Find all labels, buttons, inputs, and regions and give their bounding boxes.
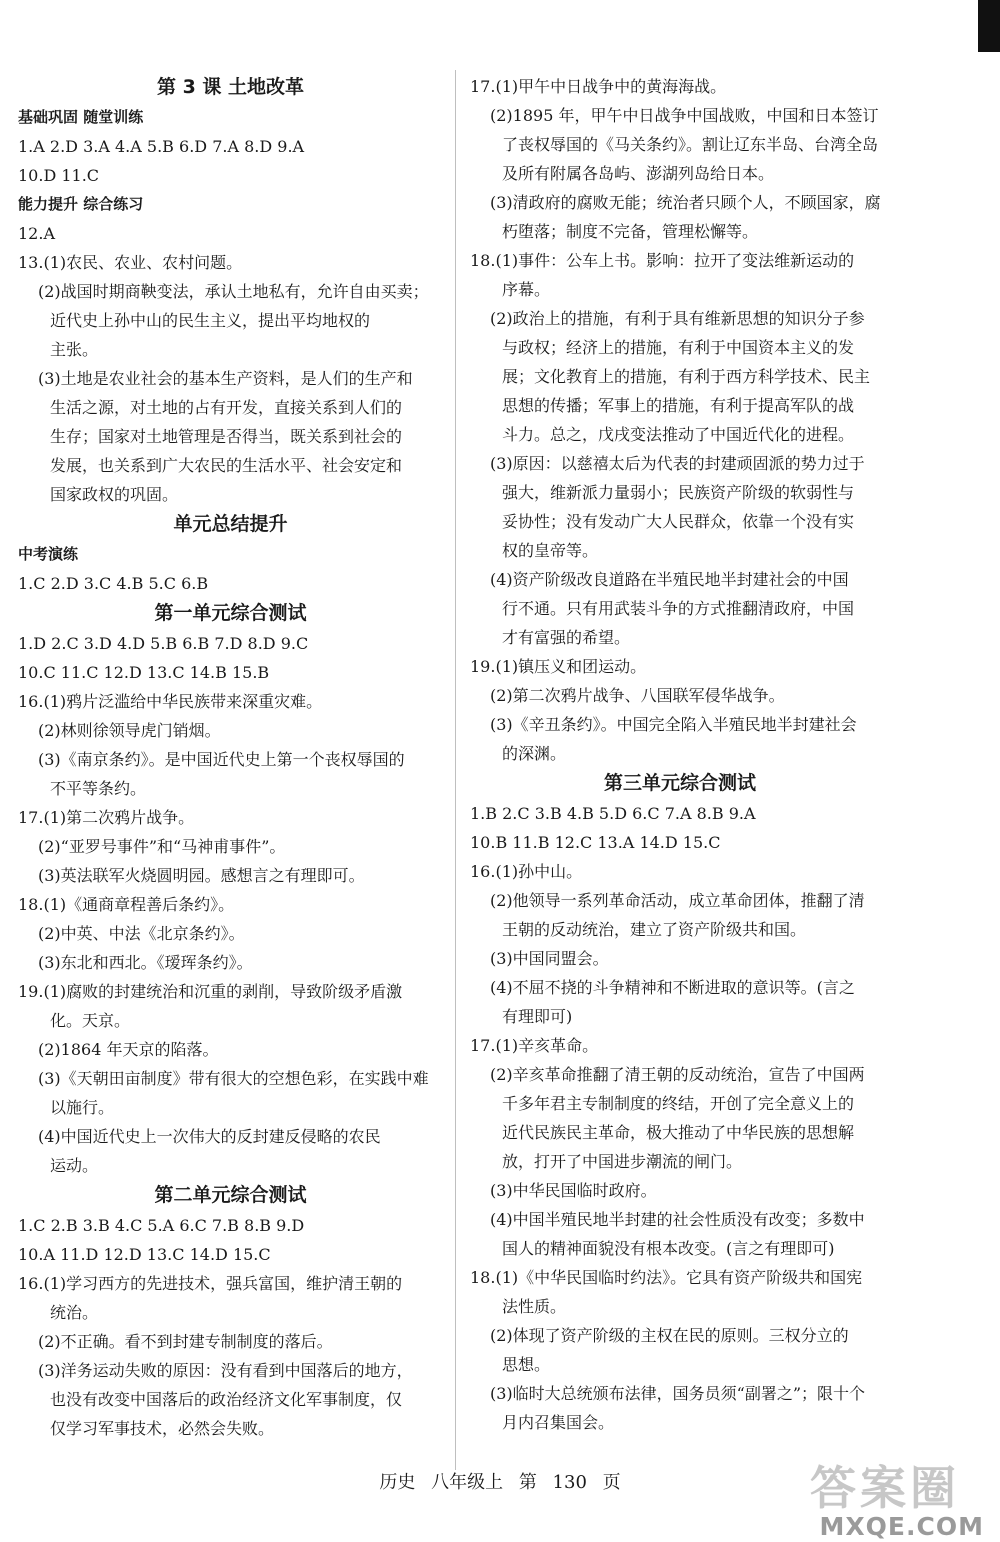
answer-line: (4)中国半殖民地半封建的社会性质没有改变；多数中 — [490, 1210, 865, 1229]
answer-line: (3)英法联军火烧圆明园。感想言之有理即可。 — [38, 866, 365, 885]
answer-line: (3)洋务运动失败的原因：没有看到中国落后的地方， — [38, 1361, 413, 1380]
page-footer: 历史 八年级上 第 130 页 — [379, 1472, 621, 1493]
answer-line: 及所有附属各岛屿、澎湖列岛给日本。 — [502, 164, 775, 183]
left-column — [18, 72, 443, 1443]
section-heading: 中考演练 — [18, 545, 79, 563]
answer-line: 千多年君主专制制度的终结，开创了完全意义上的 — [502, 1094, 855, 1113]
answer-line: (2)中英、中法《北京条约》。 — [38, 924, 245, 943]
right-column — [470, 72, 890, 1437]
answer-line: (3)土地是农业社会的基本生产资料，是人们的生产和 — [38, 369, 413, 388]
answer-line: 思想。 — [502, 1355, 551, 1374]
answer-line: 19.(1)腐败的封建统治和沉重的剥削，导致阶级矛盾激 — [18, 982, 403, 1001]
answer-line: 与政权；经济上的措施，有利于中国资本主义的发 — [502, 338, 855, 357]
answer-line: 国家政权的巩固。 — [50, 485, 179, 504]
answer-line: 16.(1)学习西方的先进技术，强兵富国，维护清王朝的 — [18, 1274, 403, 1293]
answer-line: (3)中华民国临时政府。 — [490, 1181, 657, 1200]
section-title: 单元总结提升 — [173, 513, 288, 535]
answer-line: 强大，维新派力量弱小；民族资产阶级的软弱性与 — [502, 483, 855, 502]
answer-line: 的深渊。 — [502, 744, 567, 763]
answer-line: 月内召集国会。 — [502, 1413, 615, 1432]
answer-line: 统治。 — [50, 1303, 99, 1322]
answer-line: (3)《辛丑条约》。中国完全陷入半殖民地半封建社会 — [490, 715, 857, 734]
section-title: 第二单元综合测试 — [154, 1184, 307, 1206]
answer-line: (3)《天朝田亩制度》带有很大的空想色彩，在实践中难 — [38, 1069, 429, 1088]
answer-line: 10.A 11.D 12.D 13.C 14.D 15.C — [18, 1245, 271, 1264]
answer-line: 10.C 11.C 12.D 13.C 14.B 15.B — [18, 663, 270, 682]
answer-line: 18.(1)《中华民国临时约法》。它具有资产阶级共和国宪 — [470, 1268, 863, 1287]
answer-line: 17.(1)甲午中日战争中的黄海海战。 — [470, 77, 727, 96]
answer-line: 10.D 11.C — [18, 166, 100, 185]
answer-line: 国人的精神面貌没有根本改变。(言之有理即可) — [502, 1239, 835, 1258]
answer-line: 仅学习军事技术，必然会失败。 — [50, 1419, 275, 1438]
answer-line: 生活之源，对土地的占有开发，直接关系到人们的 — [50, 398, 403, 417]
answer-line: (3)东北和西北。《瑷珲条约》。 — [38, 953, 253, 972]
answer-line: (2)辛亥革命推翻了清王朝的反动统治，宣告了中国两 — [490, 1065, 865, 1084]
answer-line: 主张。 — [50, 340, 99, 359]
answer-line: 了丧权辱国的《马关条约》。割让辽东半岛、台湾全岛 — [502, 135, 879, 154]
answer-line: 近代民族民主革命，极大推动了中华民族的思想解 — [502, 1123, 855, 1142]
answer-line: (2)他领导一系列革命活动，成立革命团体，推翻了清 — [490, 891, 865, 910]
answer-line: 有理即可) — [502, 1007, 573, 1026]
answer-line: 16.(1)鸦片泛滥给中华民族带来深重灾难。 — [18, 692, 323, 711]
edge-tab — [978, 0, 1000, 52]
answer-line: 不平等条约。 — [50, 779, 147, 798]
answer-line: 12.A — [18, 224, 55, 243]
answer-line: (2)体现了资产阶级的主权在民的原则。三权分立的 — [490, 1326, 849, 1345]
answer-line: (4)中国近代史上一次伟大的反封建反侵略的农民 — [38, 1127, 381, 1146]
answer-line: 化。天京。 — [50, 1011, 131, 1030]
answer-line: (2)1864 年天京的陷落。 — [38, 1040, 219, 1059]
answer-line: (2)不正确。看不到封建专制制度的落后。 — [38, 1332, 333, 1351]
section-heading: 能力提升 综合练习 — [18, 195, 144, 213]
answer-line: 才有富强的希望。 — [502, 628, 631, 647]
answer-line: (4)资产阶级改良道路在半殖民地半封建社会的中国 — [490, 570, 849, 589]
answer-line: 序幕。 — [502, 280, 551, 299]
answer-line: 朽堕落；制度不完备，管理松懈等。 — [502, 222, 759, 241]
section-title: 第三单元综合测试 — [603, 772, 756, 794]
watermark-url: MXQE.COM — [819, 1512, 984, 1541]
answer-line: (2)第二次鸦片战争、八国联军侵华战争。 — [490, 686, 785, 705]
answer-line: 斗力。总之，戊戌变法推动了中国近代化的进程。 — [502, 425, 855, 444]
answer-line: (2)战国时期商鞅变法，承认土地私有，允许自由买卖； — [38, 282, 429, 301]
answer-line: 生存；国家对土地管理是否得当，既关系到社会的 — [50, 427, 403, 446]
answer-line: 思想的传播；军事上的措施，有利于提高军队的战 — [502, 396, 855, 415]
answer-line: 展；文化教育上的措施，有利于西方科学技术、民主 — [502, 367, 871, 386]
section-title: 第一单元综合测试 — [154, 602, 307, 624]
answer-line: (3)清政府的腐败无能；统治者只顾个人，不顾国家，腐 — [490, 193, 881, 212]
answer-line: (4)不屈不挠的斗争精神和不断进取的意识等。(言之 — [490, 978, 855, 997]
answer-line: 18.(1)事件：公车上书。影响：拉开了变法维新运动的 — [470, 251, 855, 270]
answer-line: 运动。 — [50, 1156, 99, 1175]
column-divider — [455, 70, 456, 1470]
answer-line: (2)1895 年，甲午中日战争中国战败，中国和日本签订 — [490, 106, 879, 125]
answer-line: 10.B 11.B 12.C 13.A 14.D 15.C — [470, 833, 721, 852]
answer-line: 权的皇帝等。 — [502, 541, 599, 560]
answer-line: 19.(1)镇压义和团运动。 — [470, 657, 647, 676]
answer-line: 18.(1)《通商章程善后条约》。 — [18, 895, 235, 914]
answer-line: 1.A 2.D 3.A 4.A 5.B 6.D 7.A 8.D 9.A — [18, 137, 305, 156]
answer-line: 妥协性；没有发动广大人民群众，依靠一个没有实 — [502, 512, 855, 531]
answer-line: 16.(1)孙中山。 — [470, 862, 583, 881]
answer-line: (2)林则徐领导虎门销烟。 — [38, 721, 221, 740]
answer-line: 法性质。 — [502, 1297, 567, 1316]
answer-line: 也没有改变中国落后的政治经济文化军事制度，仅 — [50, 1390, 403, 1409]
answer-line: 17.(1)第二次鸦片战争。 — [18, 808, 195, 827]
section-title: 第 3 课 土地改革 — [156, 76, 305, 98]
answer-line: (2)“亚罗号事件”和“马神甫事件”。 — [38, 837, 286, 856]
answer-line: (3)《南京条约》。是中国近代史上第一个丧权辱国的 — [38, 750, 405, 769]
answer-line: 1.B 2.C 3.B 4.B 5.D 6.C 7.A 8.B 9.A — [470, 804, 756, 823]
answer-line: 1.C 2.B 3.B 4.C 5.A 6.C 7.B 8.B 9.D — [18, 1216, 305, 1235]
answer-line: (3)原因：以慈禧太后为代表的封建顽固派的势力过于 — [490, 454, 865, 473]
answer-line: 王朝的反动统治，建立了资产阶级共和国。 — [502, 920, 807, 939]
answer-line: 行不通。只有用武装斗争的方式推翻清政府，中国 — [502, 599, 855, 618]
answer-line: 17.(1)辛亥革命。 — [470, 1036, 599, 1055]
answer-line: 1.C 2.D 3.C 4.B 5.C 6.B — [18, 574, 209, 593]
answer-line: (2)政治上的措施，有利于具有维新思想的知识分子参 — [490, 309, 865, 328]
answer-line: 放，打开了中国进步潮流的闸门。 — [502, 1152, 743, 1171]
answer-line: 1.D 2.C 3.D 4.D 5.B 6.B 7.D 8.D 9.C — [18, 634, 309, 653]
answer-line: 近代史上孙中山的民生主义，提出平均地权的 — [50, 311, 371, 330]
answer-line: (3)临时大总统颁布法律，国务员须“副署之”；限十个 — [490, 1384, 866, 1403]
answer-line: (3)中国同盟会。 — [490, 949, 609, 968]
section-heading: 基础巩固 随堂训练 — [18, 108, 144, 126]
watermark-logo: 答案圈 — [810, 1461, 960, 1515]
answer-line: 以施行。 — [50, 1098, 115, 1117]
answer-line: 发展，也关系到广大农民的生活水平、社会安定和 — [50, 456, 403, 475]
answer-line: 13.(1)农民、农业、农村问题。 — [18, 253, 243, 272]
